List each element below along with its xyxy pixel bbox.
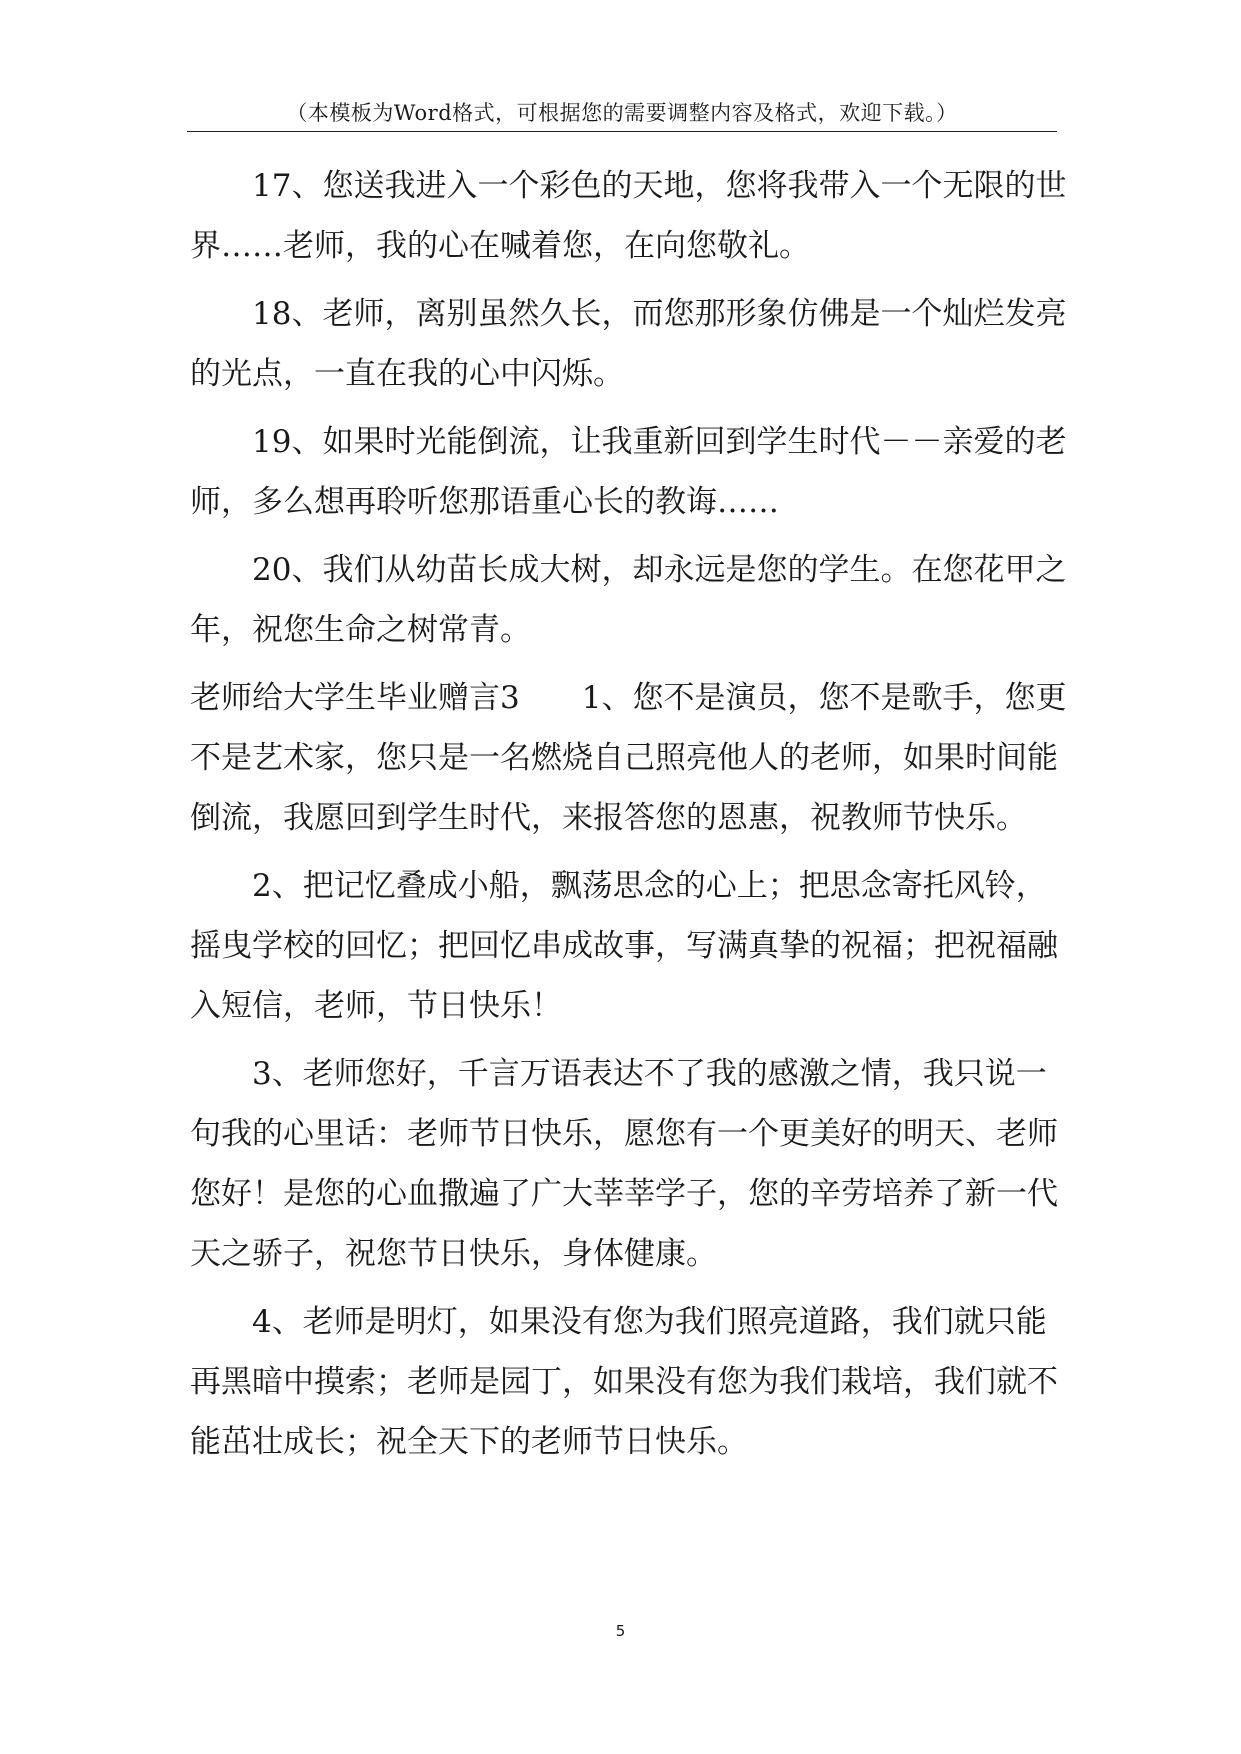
section-item-4: 4、老师是明灯，如果没有您为我们照亮道路，我们就只能再黑暗中摸索；老师是园丁，如果没有您为我们栽培，我们就不能茁壮成长；祝全天下的老师节日快乐。 [190, 1304, 1058, 1460]
section-paragraph [190, 668, 1070, 848]
page-number: 5 [615, 1622, 626, 1640]
paragraph-20: 20、我们从幼苗长成大树，却永远是您的学生。在您花甲之年，祝您生命之树常青。 [190, 552, 1067, 648]
section-item-1: 1、您不是演员，您不是歌手，您更不是艺术家，您只是一名燃烧自己照亮他人的老师，如果时间能倒流，我愿回到学生时代，来报答您的恩惠，祝教师节快乐。 [190, 680, 1067, 836]
section-item-3: 3、老师您好，千言万语表达不了我的感激之情，我只说一句我的心里话：老师节日快乐，愿您有一个更美好的明天、老师您好！是您的心血撒遍了广大莘莘学子，您的辛劳培养了新一代天之骄子，祝您节日快乐，身体健康。 [190, 1056, 1058, 1272]
document-body [190, 156, 1070, 1480]
header-rule [187, 131, 1057, 132]
section-item-2: 2、把记忆叠成小船，飘荡思念的心上；把思念寄托风铃，摇曳学校的回忆；把回忆串成故事，写满真挚的祝福；把祝福融入短信，老师，节日快乐！ [190, 868, 1058, 1024]
header-note: （本模板为Word格式，可根据您的需要调整内容及格式，欢迎下载。） [286, 101, 958, 125]
paragraph-18: 18、老师，离别虽然久长，而您那形象仿佛是一个灿烂发亮的光点，一直在我的心中闪烁。 [190, 296, 1067, 392]
paragraph-17: 17、您送我进入一个彩色的天地，您将我带入一个无限的世界……老师，我的心在喊着您，在向您敬礼。 [190, 168, 1067, 264]
paragraph-19: 19、如果时光能倒流，让我重新回到学生时代－－亲爱的老师，多么想再聆听您那语重心长的教诲…… [190, 424, 1067, 520]
section-title: 老师给大学生毕业赠言3 [190, 680, 520, 716]
